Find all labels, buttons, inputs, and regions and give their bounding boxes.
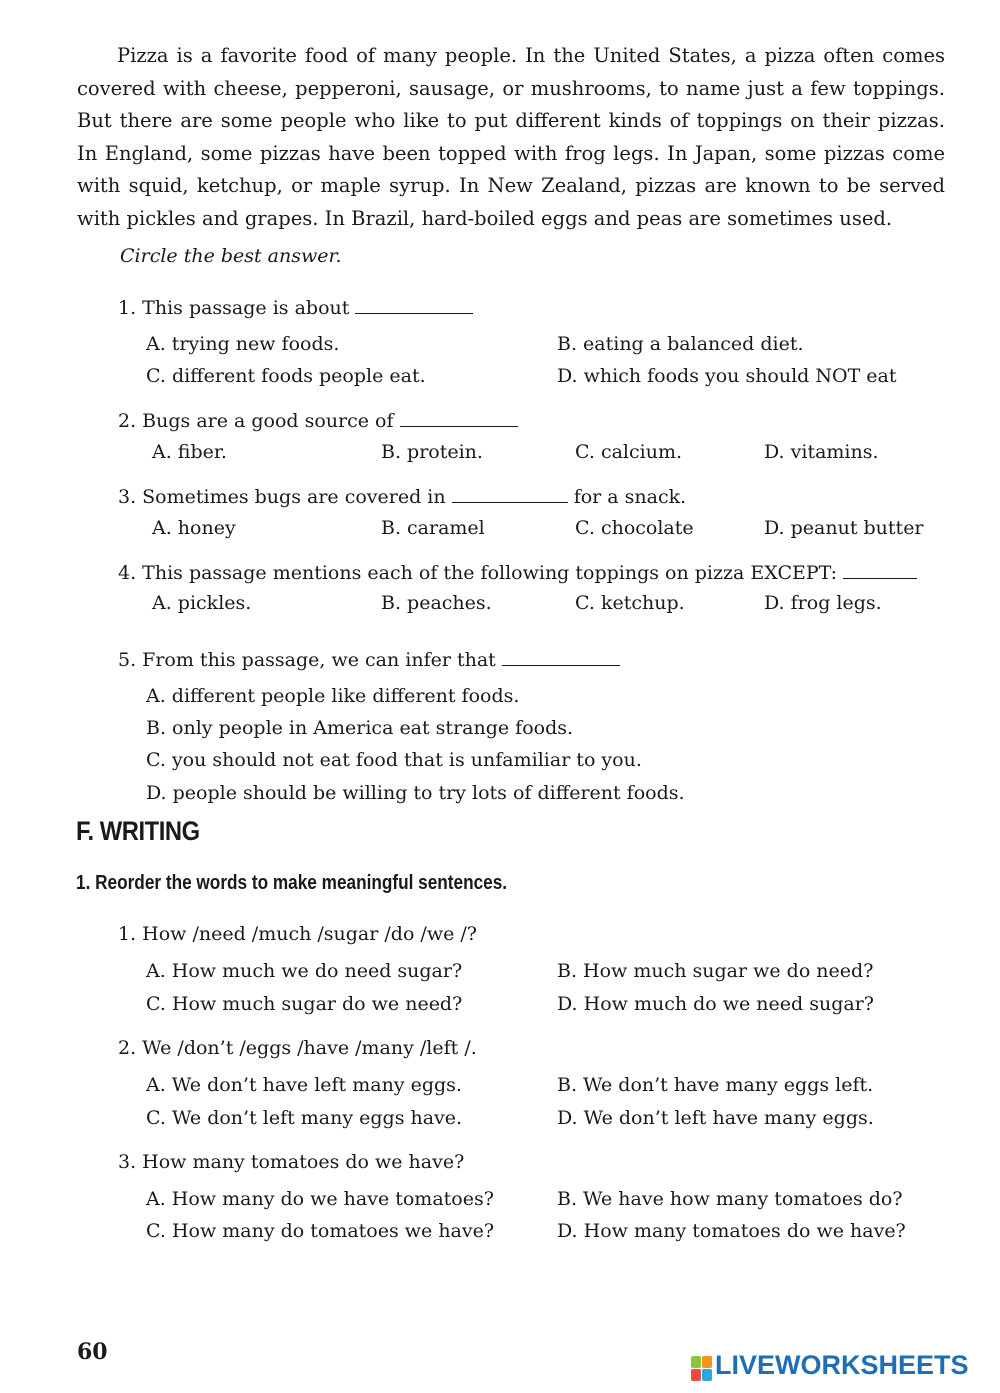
option[interactable]: A. We don’t have left many eggs. bbox=[146, 1074, 462, 1096]
option[interactable]: A. trying new foods. bbox=[146, 333, 340, 355]
option[interactable]: B. protein. bbox=[381, 441, 483, 463]
option[interactable]: A. How much we do need sugar? bbox=[146, 960, 463, 982]
option[interactable]: D. vitamins. bbox=[764, 441, 879, 463]
question-1-stem: 1. This passage is about bbox=[118, 297, 350, 319]
writing-question-2: 2. We /don’t /eggs /have /many /left /. bbox=[118, 1037, 477, 1059]
option[interactable]: C. chocolate bbox=[575, 517, 694, 539]
writing-question-3: 3. How many tomatoes do we have? bbox=[118, 1151, 465, 1173]
option[interactable]: A. How many do we have tomatoes? bbox=[146, 1188, 494, 1210]
section-heading: F. WRITING bbox=[76, 816, 200, 846]
question-4-stem: 4. This passage mentions each of the following toppings on pizza EXCEPT: bbox=[118, 562, 838, 584]
option[interactable]: A. fiber. bbox=[152, 441, 227, 463]
option[interactable]: A. different people like different foods. bbox=[146, 685, 520, 707]
brand-name[interactable]: LIVEWORKSHEETS bbox=[715, 1350, 969, 1380]
option[interactable]: D. frog legs. bbox=[764, 592, 882, 614]
option[interactable]: C. How much sugar do we need? bbox=[146, 993, 463, 1015]
option[interactable]: C. How many do tomatoes we have? bbox=[146, 1220, 495, 1242]
answer-blank[interactable] bbox=[843, 560, 917, 579]
option[interactable]: D. How much do we need sugar? bbox=[557, 993, 874, 1015]
option[interactable]: D. peanut butter bbox=[764, 517, 924, 539]
option[interactable]: C. ketchup. bbox=[575, 592, 685, 614]
option[interactable]: D. We don’t left have many eggs. bbox=[557, 1107, 874, 1129]
liveworksheets-logo-icon bbox=[691, 1356, 713, 1382]
writing-question-1: 1. How /need /much /sugar /do /we /? bbox=[118, 923, 477, 945]
option[interactable]: C. different foods people eat. bbox=[146, 365, 426, 387]
option[interactable]: B. eating a balanced diet. bbox=[557, 333, 804, 355]
option[interactable]: B. We have how many tomatoes do? bbox=[557, 1188, 903, 1210]
option[interactable]: C. you should not eat food that is unfamiliar to you. bbox=[146, 749, 642, 771]
option[interactable]: B. We don’t have many eggs left. bbox=[557, 1074, 874, 1096]
question-5-stem: 5. From this passage, we can infer that bbox=[118, 649, 496, 671]
answer-blank[interactable] bbox=[452, 484, 568, 503]
question-1 bbox=[118, 295, 473, 319]
option[interactable]: C. We don’t left many eggs have. bbox=[146, 1107, 463, 1129]
option[interactable]: D. which foods you should NOT eat bbox=[557, 365, 897, 387]
question-3 bbox=[118, 484, 686, 508]
instruction: Circle the best answer. bbox=[120, 245, 342, 267]
option[interactable]: D. people should be willing to try lots of different foods. bbox=[146, 782, 685, 804]
question-4 bbox=[118, 560, 917, 584]
option[interactable]: D. How many tomatoes do we have? bbox=[557, 1220, 906, 1242]
subsection-heading: 1. Reorder the words to make meaningful sentences. bbox=[76, 872, 508, 894]
page-number: 60 bbox=[77, 1339, 108, 1365]
reading-passage: Pizza is a favorite food of many people. In the United States, a pizza often comes covered with cheese, pepperoni, sausage, or mushrooms, to name just a few toppings. But there are some people who like to put different kinds of toppings on their pizzas. In England, some pizzas have been topped with frog legs. In Japan, some pizzas come with squid, ketchup, or maple syrup. In New Zealand, pizzas are known to be served with pickles and grapes. In Brazil, hard-boiled eggs and peas are sometimes used. bbox=[77, 44, 945, 230]
option[interactable]: B. caramel bbox=[381, 517, 485, 539]
option[interactable]: C. calcium. bbox=[575, 441, 682, 463]
question-3-stem-end: for a snack. bbox=[573, 486, 687, 508]
answer-blank[interactable] bbox=[355, 295, 473, 314]
option[interactable]: A. pickles. bbox=[152, 592, 252, 614]
question-2 bbox=[118, 408, 518, 432]
answer-blank[interactable] bbox=[400, 408, 518, 427]
option[interactable]: B. How much sugar we do need? bbox=[557, 960, 874, 982]
option[interactable]: B. only people in America eat strange foods. bbox=[146, 717, 574, 739]
option[interactable]: B. peaches. bbox=[381, 592, 492, 614]
question-3-stem: 3. Sometimes bugs are covered in bbox=[118, 486, 446, 508]
question-5 bbox=[118, 647, 620, 671]
question-2-stem: 2. Bugs are a good source of bbox=[118, 410, 394, 432]
option[interactable]: A. honey bbox=[152, 517, 236, 539]
answer-blank[interactable] bbox=[502, 647, 620, 666]
